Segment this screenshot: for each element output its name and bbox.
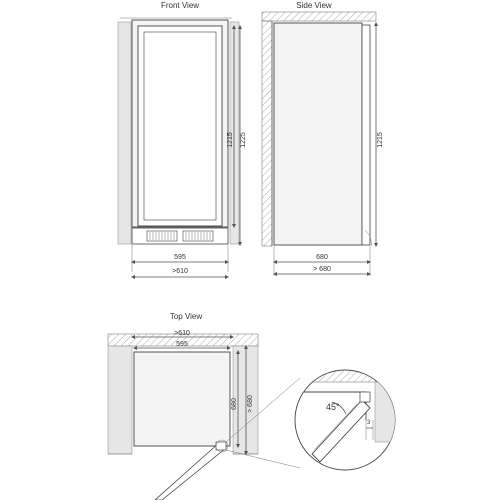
front-niche-height-label: 1225: [240, 132, 247, 148]
top-left-wall: [108, 346, 132, 454]
hinge-detail: [295, 370, 420, 470]
top-niche-depth-label: > 680: [247, 395, 254, 413]
top-open-door: [155, 442, 226, 500]
front-vent-grille-left: [147, 231, 177, 241]
top-cabinet-body: [134, 352, 230, 446]
front-door-glass: [144, 32, 216, 220]
front-niche-width-label: >610: [172, 268, 188, 275]
side-door-profile: [362, 25, 370, 245]
side-height-label: 1215: [377, 132, 384, 148]
side-cabinet-body: [274, 23, 362, 245]
front-plinth: [132, 228, 228, 244]
top-view: [108, 312, 300, 500]
side-ceiling-hatch: [262, 12, 376, 21]
side-wall-hatch: [262, 21, 272, 246]
front-vent-grille-right: [183, 231, 213, 241]
top-width-label: 595: [176, 341, 188, 348]
front-height-label: 1215: [227, 132, 234, 148]
side-depth-label: 680: [316, 254, 328, 261]
top-niche-width-label: >610: [174, 330, 190, 337]
detail-hinge: [360, 392, 370, 402]
top-depth-label: 680: [231, 398, 238, 410]
detail-angle-label: 45°: [326, 402, 340, 412]
side-view-title: Side View: [296, 1, 332, 10]
side-niche-depth-label: > 680: [313, 266, 331, 273]
front-niche-left-wall: [118, 22, 131, 244]
front-view: [118, 1, 247, 277]
top-hinge-block: [216, 442, 226, 450]
front-view-title: Front View: [160, 1, 200, 10]
side-view: [262, 1, 384, 276]
detail-gap-label: 3: [367, 420, 371, 426]
top-view-title: Top View: [169, 312, 203, 321]
front-width-label: 595: [174, 254, 186, 261]
